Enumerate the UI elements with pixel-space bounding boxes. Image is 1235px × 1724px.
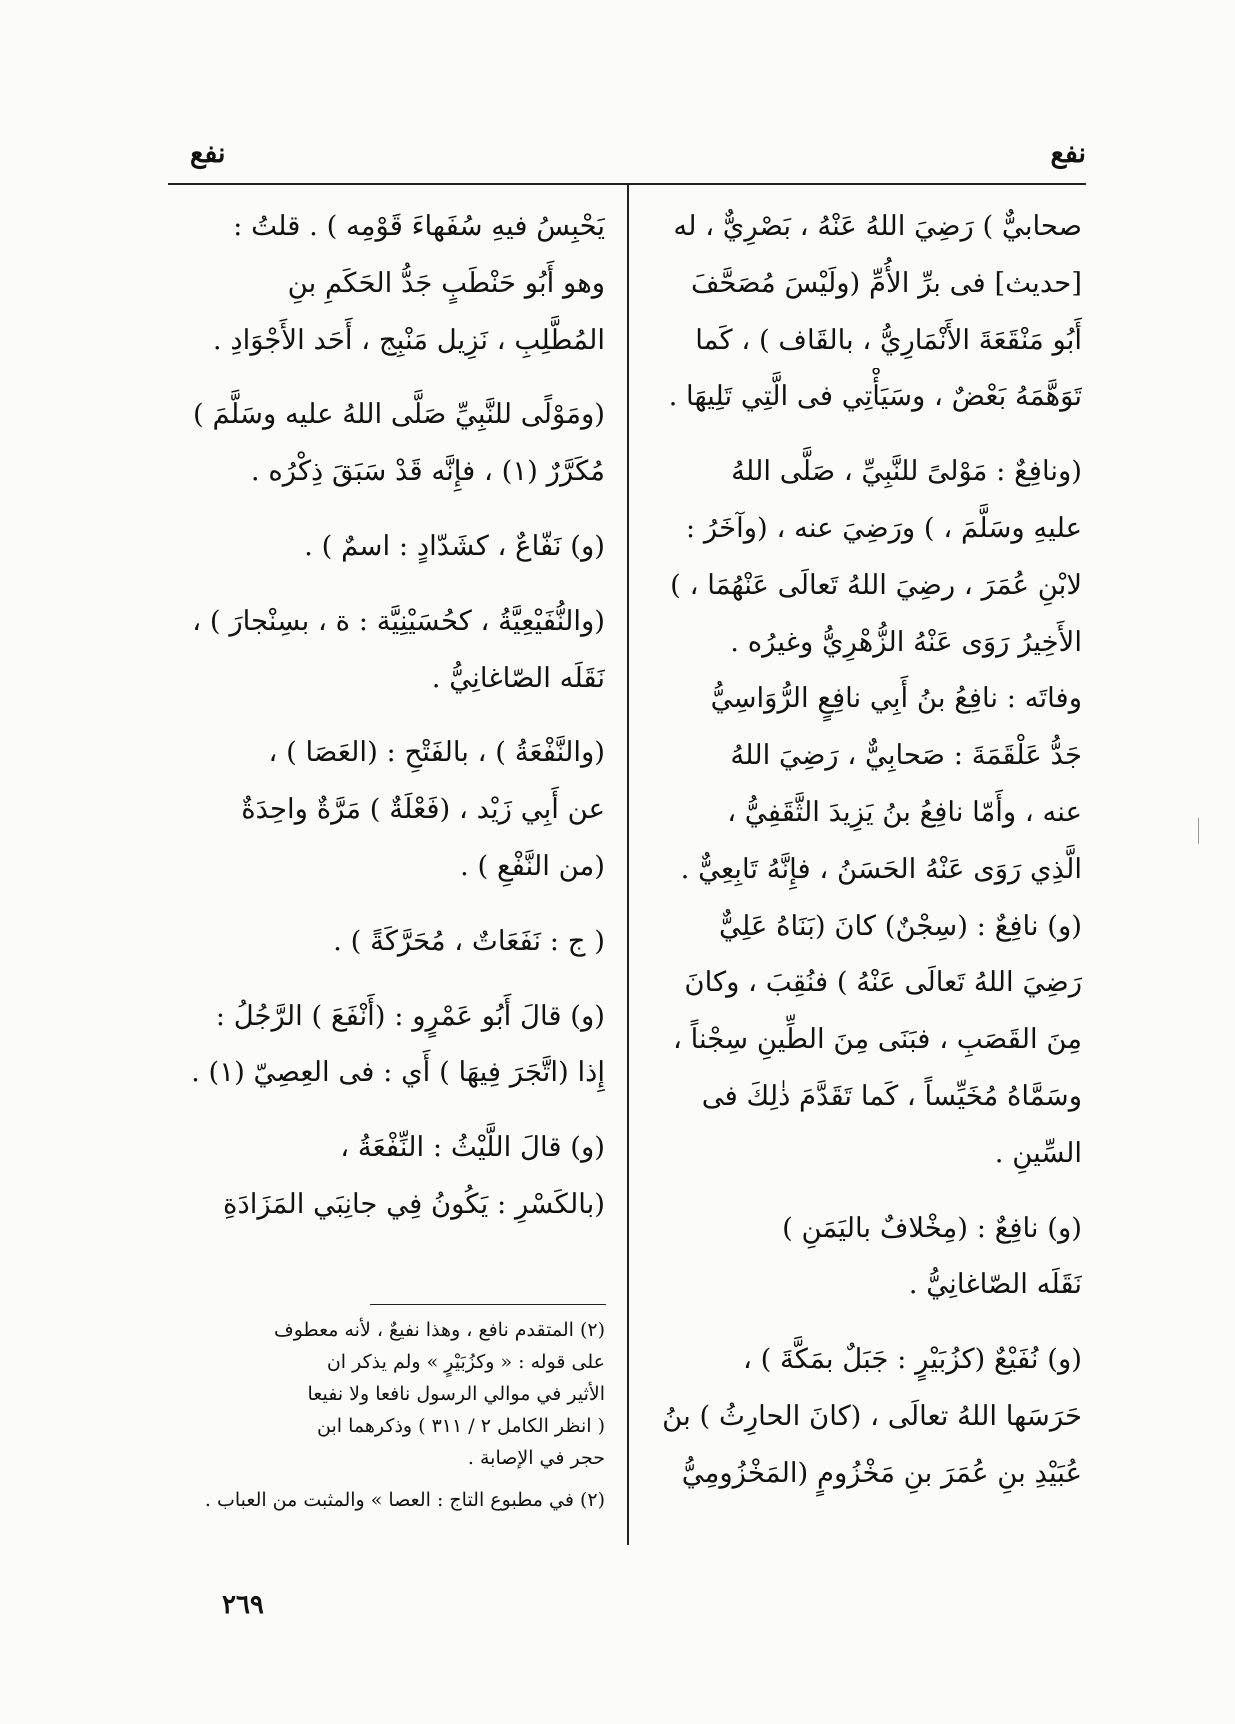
text-line: تَوَهَّمَهُ بَعْضٌ ، وسَيَأْتِي فى الَّتِي تَلِيهَا .: [668, 380, 1082, 413]
footnote-line: ( انظر الكامل ٢ / ٣١١ ) وذكرهما ابن: [317, 1415, 605, 1437]
text-line: (بالكَسْرِ : يَكُونُ فِي جانِبَي المَزَادَةِ: [223, 1187, 605, 1220]
text-line: المُطَّلِبِ ، نَزِيل مَنْبِج ، أَحَد الأَجْوَادِ .: [212, 323, 605, 356]
text-line: الَّذِي رَوَى عَنْهُ الحَسَنُ ، فإِنَّهُ تَابِعِيٌّ .: [680, 852, 1082, 885]
left-column: [168, 198, 605, 1233]
text-line: حَرَسَها اللهُ تعالَى ، (كانَ الحارِثُ ) بنُ: [662, 1399, 1082, 1432]
text-line: عليهِ وسَلَّمَ ، ) ورَضِيَ عنه ، (وآخَرُ :: [685, 511, 1082, 544]
header-root-word-left: نفع: [190, 138, 226, 169]
paragraph-gap: [168, 706, 605, 724]
paragraph-gap: [650, 1313, 1082, 1331]
text-line: (ونافِعٌ : مَوْلىً للنَّبِيِّ ، صَلَّى اللهُ: [731, 455, 1082, 488]
page-number: ٢٦٩: [222, 1590, 264, 1620]
text-line: (و) نُفَيْعٌ (كزُبَيْرٍ : جَبَلٌ بمَكَّةَ ) ،: [742, 1343, 1082, 1376]
text-line: (و) نَفّاعٌ ، كشَدّادٍ : اسمٌ ) .: [304, 529, 605, 562]
text-line: (و) قالَ اللَّيْثُ : النِّفْعَةُ ،: [340, 1131, 605, 1164]
footnote-line: (٢) في مطبوع التاج : العصا » والمثبت من العباب .: [204, 1489, 605, 1511]
text-line: جَدُّ عَلْقَمَةَ : صَحابِيٌّ ، رَضِيَ اللهُ: [730, 739, 1082, 772]
text-line: [حديث] فى برِّ الأُمِّ (ولَيْسَ مُصَحَّفَ: [690, 266, 1082, 299]
text-line: مِنَ القَصَبِ ، فبَنَى مِنَ الطِّينِ سِجْناً ،: [673, 1023, 1082, 1056]
text-line: (و) قالَ أَبُو عَمْرٍو : (أَنْفَعَ ) الرَّجُلُ :: [215, 999, 605, 1032]
text-line: إِذا (اتَّجَرَ فِيهَا ) أَي : فى العِصِيّ (١) .: [191, 1056, 605, 1089]
text-line: ( ج : نَفَعَاتٌ ، مُحَرَّكَةً ) .: [333, 924, 605, 957]
text-line: نَقَلَه الصّاغانِيُّ .: [908, 1268, 1082, 1301]
footnotes: [168, 1314, 605, 1516]
paragraph-gap: [168, 1101, 605, 1119]
text-line: وسَمَّاهُ مُخَيِّساً ، كَما تَقَدَّمَ ذٰلِكَ فى: [701, 1079, 1082, 1112]
header-root-word-right: نفع: [1050, 138, 1086, 169]
page-header: [168, 138, 1086, 178]
scan-mark: [1198, 818, 1199, 844]
paragraph-gap: [168, 1474, 605, 1484]
paragraph-gap: [168, 895, 605, 913]
text-line: عُبَيْدِ بنِ عُمَرَ بنِ مَخْزُومٍ (المَخْزُومِيُّ: [681, 1456, 1082, 1489]
right-column: [650, 198, 1082, 1502]
text-line: عن أَبِي زَيْد ، (فَعْلَةٌ ) مَرَّةٌ واحِدَةٌ: [241, 793, 605, 826]
text-line: (ومَوْلًى للنَّبِيِّ صَلَّى اللهُ عليه وسَلَّمَ ): [193, 398, 605, 431]
paragraph-gap: [650, 1182, 1082, 1200]
text-line: (من النَّفْعِ ) .: [460, 849, 605, 882]
text-line: وفاتَه : نافِعُ بنُ أَبِي نافِعٍ الرُّوَاسِيُّ: [710, 682, 1082, 715]
footnote-line: على قوله : « وكزُبَيْرٍ » ولم يذكر ان: [326, 1351, 605, 1373]
text-line: الأَخِيرُ رَوَى عَنْهُ الزُّهْرِيُّ وغيرُه .: [730, 625, 1082, 658]
text-line: رَضِيَ اللهُ تَعالَى عَنْهُ ) فنُقِبَ ، وكانَ: [684, 966, 1082, 999]
footnote-line: الأثير في موالي الرسول نافعا ولا نفيعا: [307, 1383, 605, 1405]
text-line: (والنَّفْعَةُ ) ، بالفَتْحِ : (العَصَا ) ،: [268, 736, 605, 769]
text-line: (و) نافِعٌ : (سِجْنٌ) كانَ (بَنَاهُ عَلِيٌّ: [718, 909, 1082, 942]
paragraph-gap: [168, 500, 605, 518]
paragraph-gap: [168, 970, 605, 988]
footnote-rule: [370, 1304, 606, 1305]
text-line: نَقَلَه الصّاغانِيُّ .: [431, 661, 605, 694]
text-line: مُكَرَّرٌ (١) ، فإِنَّه قَدْ سَبَقَ ذِكْرُه .: [250, 455, 605, 488]
footnote-line: حجر في الإصابة .: [467, 1447, 605, 1469]
text-line: عنه ، وأَمّا نافِعُ بنُ يَزِيدَ الثَّقَفِيُّ ،: [727, 795, 1082, 828]
text-line: أَبُو مَنْقَعَةَ الأَنْمَارِيُّ ، بالقَاف ) ، كَما: [695, 323, 1082, 356]
text-line: صحابيٌّ ) رَضِيَ اللهُ عَنْهُ ، بَصْرِيٌّ ، له: [673, 210, 1082, 242]
footnote-line: (٢) المتقدم نافع ، وهذا نفيعٌ ، لأنه معطوف: [274, 1319, 605, 1341]
column-divider: [627, 185, 629, 1545]
text-line: لابْنِ عُمَرَ ، رضِيَ اللهُ تَعالَى عَنْهُمَا ، ): [670, 568, 1082, 601]
text-line: يَحْبِسُ فيهِ سُفَهاءَ قَوْمِه ) . قلتُ :: [233, 210, 605, 242]
paragraph-gap: [168, 368, 605, 386]
paragraph-gap: [168, 575, 605, 593]
text-line: (والنُّفَيْعِيَّةُ ، كحُسَيْنِيَّة : ة ، بسِنْجارَ ) ،: [192, 604, 605, 637]
paragraph-gap: [650, 425, 1082, 443]
text-line: وهو أَبُو حَنْطَبٍ جَدُّ الحَكَمِ بنِ: [287, 266, 605, 299]
text-line: السِّينِ .: [994, 1136, 1082, 1169]
text-line: (و) نافِعٌ : (مِخْلافٌ باليَمَنِ ): [782, 1211, 1082, 1244]
